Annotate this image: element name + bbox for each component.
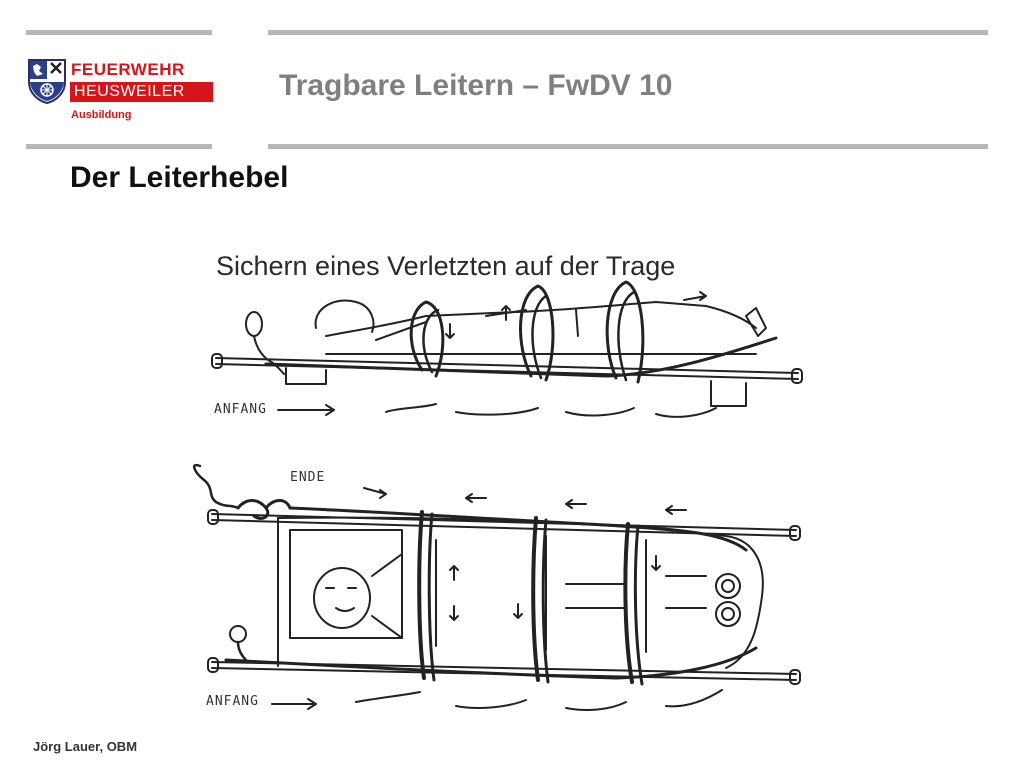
fire-department-logo	[27, 58, 217, 128]
coat-of-arms-icon	[27, 58, 67, 104]
label-start-top: ANFANG	[214, 402, 267, 417]
stretcher-side-view	[212, 282, 802, 417]
logo-text-ausbildung: Ausbildung	[71, 109, 132, 121]
slide-header-title: Tragbare Leitern – FwDV 10	[279, 69, 673, 102]
stretcher-drawing	[186, 236, 826, 720]
slide-title: Der Leiterhebel	[70, 161, 289, 194]
logo-text-heusweiler: HEUSWEILER	[70, 82, 213, 102]
header-rule-right-top	[268, 30, 988, 35]
stretcher-top-view	[194, 465, 800, 710]
header-rule-left-top	[26, 30, 212, 35]
label-start-bottom: ANFANG	[206, 694, 259, 709]
footer-author: Jörg Lauer, OBM	[33, 739, 138, 754]
header-rule-right-bottom	[268, 144, 988, 149]
header-rule-left-bottom	[26, 144, 212, 149]
label-end: ENDE	[290, 470, 326, 485]
figure-caption: Sichern eines Verletzten auf der Trage	[216, 251, 676, 281]
stretcher-securing-illustration	[186, 236, 826, 720]
logo-text-feuerwehr: FEUERWEHR	[71, 60, 185, 79]
